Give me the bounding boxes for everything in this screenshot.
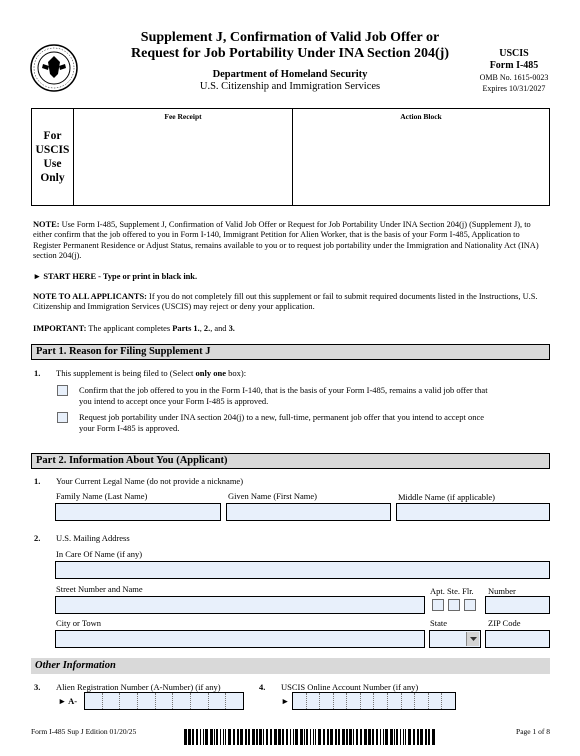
omb-number: OMB No. 1615-0023	[479, 73, 549, 82]
important-sep: ,	[199, 324, 204, 333]
family-name-label: Family Name (Last Name)	[56, 491, 148, 501]
a-number-prefix: ► A-	[58, 696, 78, 706]
fee-receipt-column	[74, 109, 293, 205]
care-of-label: In Care Of Name (if any)	[56, 549, 143, 559]
q4-number: 4.	[259, 682, 266, 692]
flr-checkbox[interactable]	[464, 599, 476, 611]
barcode-icon	[184, 729, 436, 745]
digit-cell	[120, 693, 138, 709]
option-confirm-job-checkbox[interactable]	[57, 385, 68, 396]
action-block-column	[293, 109, 549, 205]
expiration-date: Expires 10/31/2027	[482, 84, 546, 93]
state-select[interactable]	[429, 630, 481, 648]
form-title-line1: Supplement J, Confirmation of Valid Job Offer or	[140, 30, 440, 45]
part2-q2-number: 2.	[34, 533, 41, 543]
street-input[interactable]	[55, 596, 425, 614]
department-name: Department of Homeland Security	[212, 69, 368, 80]
start-here-instruction: ► START HERE - Type or print in black ink.	[33, 272, 198, 281]
important-part3: 3.	[228, 324, 235, 333]
important-label: IMPORTANT:	[33, 324, 87, 333]
q1-text-c: box):	[225, 368, 247, 378]
note-all-label: NOTE TO ALL APPLICANTS:	[33, 292, 147, 301]
action-block-heading: Action Block	[400, 112, 442, 121]
footer-edition: Form I-485 Sup J Edition 01/20/25	[31, 727, 137, 736]
use-label-line: For	[43, 130, 62, 142]
other-info-heading: Other Information	[31, 658, 550, 674]
ste-checkbox[interactable]	[448, 599, 460, 611]
middle-name-input[interactable]	[396, 503, 550, 521]
option-job-portability-checkbox[interactable]	[57, 412, 68, 423]
city-label: City or Town	[56, 618, 102, 628]
part1-q1-number: 1.	[34, 368, 41, 378]
digit-cell	[374, 693, 388, 709]
page-number: Page 1 of 8	[516, 727, 550, 736]
agency-name: U.S. Citizenship and Immigration Services	[199, 81, 381, 92]
digit-cell	[156, 693, 174, 709]
form-title-line2: Request for Job Portability Under INA Section 204(j)	[131, 46, 449, 61]
fee-receipt-heading: Fee Receipt	[164, 112, 202, 121]
apt-checkbox[interactable]	[432, 599, 444, 611]
number-label: Number	[488, 586, 516, 596]
zip-label: ZIP Code	[488, 618, 521, 628]
online-account-input[interactable]	[292, 692, 456, 710]
part2-q1-number: 1.	[34, 476, 41, 486]
city-input[interactable]	[55, 630, 425, 648]
legal-name-label: Your Current Legal Name (do not provide a nickname)	[56, 476, 244, 486]
a-number-label: Alien Registration Number (A-Number) (if any)	[56, 682, 221, 692]
q3-number: 3.	[34, 682, 41, 692]
option1-line: Confirm that the job offered to you in the Form I-140, that is the basis of your Form I-485, remains a valid job offer that	[79, 385, 488, 395]
online-account-label: USCIS Online Account Number (if any)	[281, 682, 419, 692]
mailing-address-label: U.S. Mailing Address	[56, 533, 130, 543]
unit-number-input[interactable]	[485, 596, 550, 614]
given-name-input[interactable]	[226, 503, 391, 521]
digit-cell	[293, 693, 307, 709]
q1-text-a: This supplement is being filed to (Select	[56, 368, 196, 378]
digit-cell	[226, 693, 243, 709]
digit-cell	[307, 693, 321, 709]
dhs-seal-icon	[30, 44, 78, 92]
family-name-input[interactable]	[55, 503, 221, 521]
important-text: The applicant completes	[86, 324, 173, 333]
care-of-input[interactable]	[55, 561, 550, 579]
form-number: Form I-485	[489, 60, 539, 71]
apt-ste-flr-label: Apt. Ste. Flr.	[430, 586, 474, 596]
digit-cell	[429, 693, 443, 709]
important-and: , and	[210, 324, 229, 333]
important-part1: Parts 1.	[172, 324, 200, 333]
uscis-use-only-label	[32, 109, 74, 205]
a-number-input[interactable]	[84, 692, 244, 710]
option2-line: Request job portability under INA section 204(j) to a new, full-time, permanent job offer that you intend to accept once	[79, 412, 485, 422]
chevron-down-icon	[467, 632, 480, 646]
dropdown-button[interactable]	[466, 632, 479, 646]
use-label-line: USCIS	[35, 144, 70, 156]
uscis-use-only-box	[31, 108, 550, 206]
digit-cell	[85, 693, 103, 709]
digit-cell	[320, 693, 334, 709]
middle-name-label: Middle Name (if applicable)	[398, 492, 496, 502]
important-note	[33, 324, 549, 334]
digit-cell	[415, 693, 429, 709]
zip-input[interactable]	[485, 630, 550, 648]
digit-cell	[138, 693, 156, 709]
note-label: NOTE:	[33, 220, 60, 229]
option-job-portability-label	[79, 412, 549, 433]
note-to-applicants	[33, 292, 549, 313]
q1-text-b: only one	[195, 368, 226, 378]
use-label-line: Only	[40, 172, 65, 184]
part2-heading: Part 2. Information About You (Applicant)	[31, 453, 550, 469]
digit-cell	[173, 693, 191, 709]
part1-q1-label	[56, 368, 246, 379]
digit-cell	[347, 693, 361, 709]
digit-cell	[191, 693, 209, 709]
state-label: State	[430, 618, 447, 628]
option2-line: your Form I-485 is approved.	[79, 422, 180, 433]
online-account-prefix: ►	[281, 696, 290, 706]
option-confirm-job-label	[79, 385, 549, 406]
digit-cell	[361, 693, 375, 709]
part1-heading: Part 1. Reason for Filing Supplement J	[31, 344, 550, 360]
digit-cell	[103, 693, 121, 709]
digit-cell	[402, 693, 416, 709]
digit-cell	[334, 693, 348, 709]
note-text: Use Form I-485, Supplement J, Confirmation of Valid Job Offer or Request for Job Portability Under INA Section 204(j) (Supplement J), to either confirm that the job offered to you in Form I-140, Immigrant Petition for Alien Worker, that is the basis of your Form I-485, Application to Register Permanent Residence or Adjust Status, remains available to you or to request job portability under the Immigration and Nationality Act (INA) section 204(j).	[33, 220, 539, 261]
given-name-label: Given Name (First Name)	[228, 491, 317, 501]
option1-line: you intend to accept once your Form I-485 is approved.	[79, 395, 269, 406]
digit-cell	[442, 693, 455, 709]
digit-cell	[388, 693, 402, 709]
digit-cell	[209, 693, 227, 709]
note-paragraph	[33, 220, 549, 262]
uscis-label: USCIS	[499, 48, 529, 59]
note-all-text: If you do not completely fill out this supplement or fail to submit required documents listed in the Instructions, U.S. Citizenship and Immigration Services (USCIS) may reject or deny your application.	[33, 292, 538, 312]
important-part2: 2.	[203, 324, 211, 333]
use-label-line: Use	[43, 158, 62, 170]
street-label: Street Number and Name	[56, 584, 143, 594]
